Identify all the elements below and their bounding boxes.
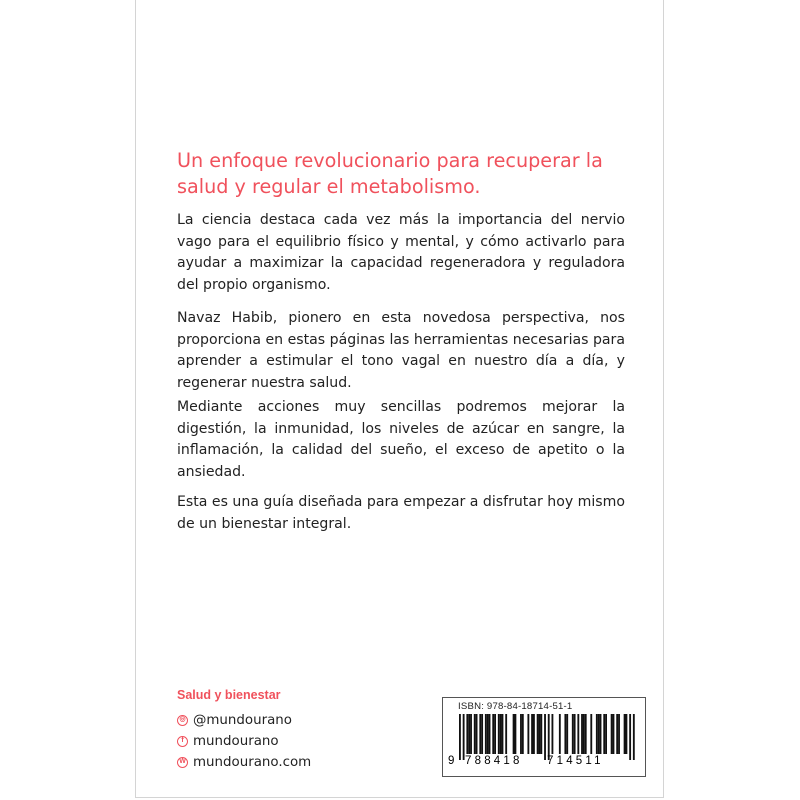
barcode-bar: [522, 714, 524, 754]
barcode-bar: [618, 714, 620, 754]
barcode-bar: [513, 714, 515, 754]
barcode-bar: [540, 714, 542, 754]
barcode-bar: [474, 714, 476, 754]
barcode-bar: [531, 714, 533, 754]
barcode-graphic: [453, 714, 638, 760]
instagram-handle: @mundourano: [193, 713, 292, 728]
description-paragraph-1: La ciencia destaca cada vez más la importancia del nervio vago para el equilibrio físico y mental, y cómo activarlo para ayudar a maximizar la capacidad regeneradora y reguladora del propio organismo.: [177, 212, 625, 293]
web-icon: W: [177, 757, 188, 768]
barcode-bar: [598, 714, 600, 754]
barcode-bar: [544, 714, 546, 760]
barcode-bar: [468, 714, 470, 754]
barcode-bar: [624, 714, 626, 754]
barcode-bar: [487, 714, 489, 754]
barcode-bar: [577, 714, 579, 754]
barcode-bar: [494, 714, 496, 754]
barcode-bar: [574, 714, 576, 754]
ean-left-digits: 788418: [465, 755, 523, 767]
barcode-bar: [590, 714, 592, 754]
social-instagram[interactable]: [177, 710, 311, 731]
barcode-bar: [616, 714, 618, 754]
barcode-bar: [626, 714, 628, 754]
barcode-bar: [537, 714, 539, 754]
description-paragraph-3: Mediante acciones muy sencillas podremos mejorar la digestión, la inmunidad, los niveles de azúcar en sangre, la inflamación, la calidad del sueño, el exceso de apetito o la ansiedad.: [177, 399, 625, 480]
barcode-bar: [505, 714, 507, 754]
barcode-bar: [605, 714, 607, 754]
barcode-bar: [466, 714, 468, 754]
barcode-bar: [489, 714, 491, 754]
barcode-bar: [485, 714, 487, 754]
website-url: mundourano.com: [193, 755, 312, 770]
barcode-bar: [500, 714, 502, 754]
barcode-bar: [492, 714, 494, 754]
barcode-bar: [479, 714, 481, 754]
barcode-bar: [583, 714, 585, 754]
barcode-bar: [527, 714, 529, 754]
barcode-bar: [629, 714, 631, 760]
barcode-bar: [470, 714, 472, 754]
barcode-bar: [459, 714, 461, 760]
barcode-bar: [520, 714, 522, 754]
facebook-handle: mundourano: [193, 734, 279, 749]
barcode-bar: [611, 714, 613, 754]
social-web[interactable]: [177, 752, 311, 773]
barcode-bar: [476, 714, 478, 754]
barcode-bar: [585, 714, 587, 754]
ean-first-digit: 9: [448, 755, 455, 767]
barcode-bar: [481, 714, 483, 754]
facebook-icon: f: [177, 736, 188, 747]
barcode-bar: [539, 714, 541, 754]
barcode-bar: [502, 714, 504, 754]
barcode-bar: [613, 714, 615, 754]
social-links: [177, 710, 311, 773]
barcode-bar: [498, 714, 500, 754]
barcode-bar: [463, 714, 465, 760]
barcode-bar: [559, 714, 561, 754]
barcode-bar: [600, 714, 602, 754]
barcode-bar: [564, 714, 566, 754]
barcode-bar: [533, 714, 535, 754]
description-paragraph-4: Esta es una guía diseñada para empezar a disfrutar hoy mismo de un bienestar integral.: [177, 494, 625, 532]
instagram-icon: ◎: [177, 715, 188, 726]
barcode-bar: [603, 714, 605, 754]
barcode-bar: [552, 714, 554, 754]
ean-right-digits: 714511: [547, 755, 604, 767]
barcode-bar: [596, 714, 598, 754]
barcode-bar: [572, 714, 574, 754]
barcode-bar: [581, 714, 583, 754]
barcode-bar: [633, 714, 635, 760]
isbn-label: ISBN: 978-84-18714-51-1: [458, 701, 573, 712]
social-facebook[interactable]: [177, 731, 311, 752]
headline: Un enfoque revolucionario para recuperar la salud y regular el metabolismo.: [177, 149, 603, 198]
collection-label: Salud y bienestar: [177, 688, 281, 702]
barcode-bar: [548, 714, 550, 760]
barcode-bar: [515, 714, 517, 754]
barcode-bar: [566, 714, 568, 754]
description-paragraph-2: Navaz Habib, pionero en esta novedosa perspectiva, nos proporciona en estas páginas las herramientas necesarias para aprender a estimular el tono vagal en nuestro día a día, y regenerar nuestra salud.: [177, 310, 625, 391]
